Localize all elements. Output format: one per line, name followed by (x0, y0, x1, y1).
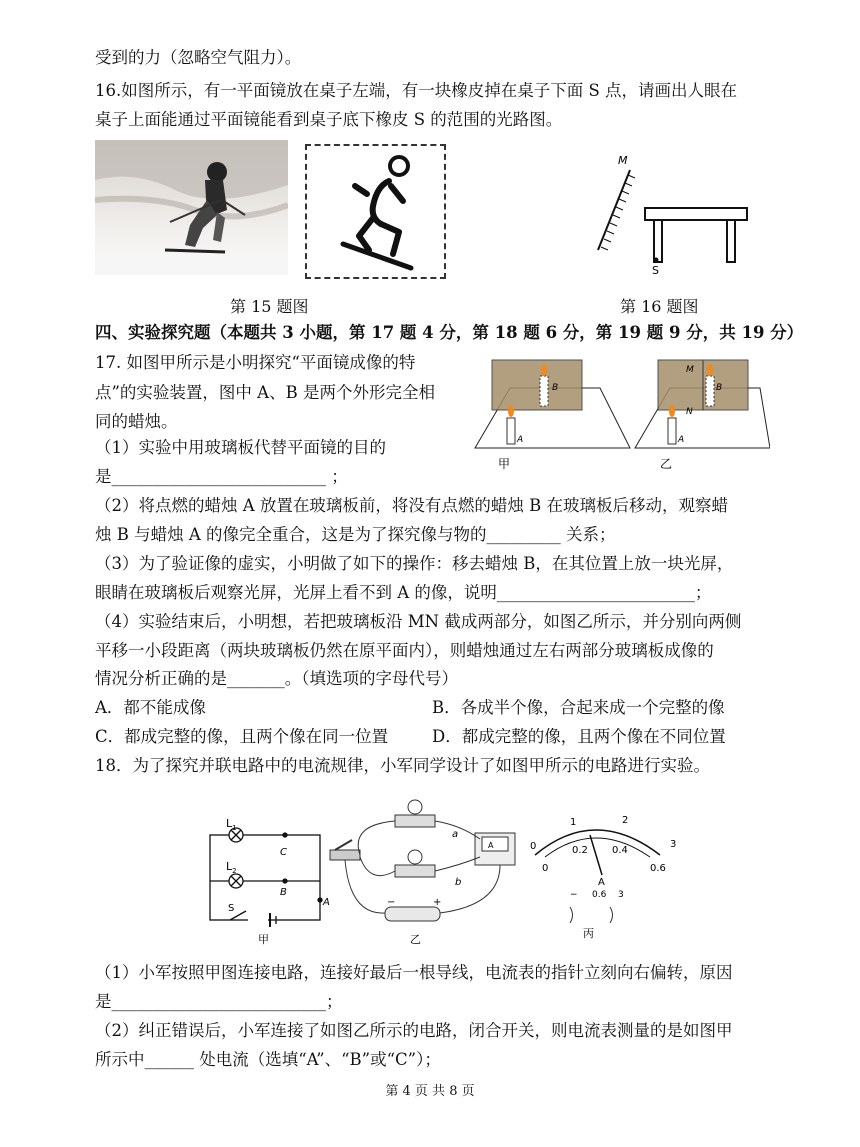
terminal-06: 0.6 (592, 890, 607, 900)
battery-minus-label: − (387, 897, 396, 908)
option-d: D．都成完整的像，且两个像在不同位置 (432, 727, 726, 746)
figure-15-caption: 第 15 题图 (230, 297, 309, 316)
question-17-part4-cont: 情况分析正确的是_______。（填选项的字母代号） (95, 669, 458, 688)
dial-tick-0b: 0 (542, 863, 549, 874)
eraser-point (654, 258, 659, 263)
candle-b-label: B (716, 383, 723, 393)
question-18-part1-blank: 是__________________________； (95, 992, 343, 1011)
figure-bing-label: 丙 (583, 927, 594, 940)
figure-16-diagram (590, 150, 760, 280)
section-heading: 四、实验探究题（本题共 3 小题，第 17 题 4 分，第 18 题 6 分，第 19 题 9 分，共 19 分） (95, 323, 804, 342)
question-16-text: 16.如图所示，有一平面镜放在桌子左端，有一块橡皮掉在桌子下面 S 点，请画出人眼在 (95, 81, 738, 100)
question-17-text: 点”的实验装置，图中 A、B 是两个外形完全相 (95, 383, 435, 402)
wire-b-label: b (455, 877, 462, 888)
lamp-l1-label: $L_1$ (226, 817, 237, 832)
point-a-label: A (323, 897, 330, 908)
question-18-text: 18．为了探究并联电路中的电流规律，小军同学设计了如图甲所示的电路进行实验。 (95, 756, 710, 775)
point-label-s: S (652, 264, 659, 277)
candle-a-label: A (678, 435, 685, 445)
mirror-label-m: M (686, 365, 694, 375)
figure-jia-label: 甲 (498, 457, 511, 471)
battery-plus-label: + (433, 897, 442, 908)
mirror-label-n: N (686, 407, 693, 417)
option-a: A．都不能成像 (95, 698, 206, 717)
question-16-text-cont: 桌子上面能通过平面镜能看到桌子底下橡皮 S 的范围的光路图。 (95, 110, 563, 129)
question-18-part1: （1）小军按照甲图连接电路，连接好最后一根导线，电流表的指针立刻向右偏转，原因 (95, 963, 733, 982)
figure-17-apparatus (470, 348, 770, 478)
question-17-part3-cont: 眼睛在玻璃板后观察光屏，光屏上看不到 A 的像，说明________________________； (95, 583, 712, 602)
dial-tick-06: 0.6 (650, 863, 666, 874)
question-17-part4-cont: 平移一小段距离（两块玻璃板仍然在原平面内），则蜡烛通过左右两部分玻璃板成像的 (95, 641, 714, 660)
dial-unit-a: A (598, 877, 605, 888)
circuit-diagram-jia (210, 828, 322, 927)
figure-16-caption: 第 16 题图 (620, 297, 699, 316)
mirror-label-m: M (618, 154, 628, 167)
figure-17-jia (475, 360, 630, 471)
dial-tick-1: 1 (570, 817, 577, 828)
option-b: B．各成半个像，合起来成一个完整的像 (432, 698, 725, 717)
page-footer: 第 4 页 共 8 页 (385, 1084, 475, 1099)
question-17-text: 同的蜡烛。 (95, 412, 178, 431)
question-17-part2: （2）将点燃的蜡烛 A 放置在玻璃板前，将没有点燃的蜡烛 B 在玻璃板后移动，观察蜡 (95, 496, 729, 515)
wire-a-label: a (452, 829, 459, 840)
question-17-part3: （3）为了验证像的虚实，小明做了如下的操作：移去蜡烛 B，在其位置上放一块光屏， (95, 554, 734, 573)
point-c-label: C (280, 847, 287, 858)
dial-tick-0: 0 (530, 841, 537, 852)
figure-yi-label: 乙 (660, 457, 673, 471)
ammeter-a-label: A (488, 841, 494, 850)
physical-circuit-yi (330, 800, 515, 921)
question-17-part2-cont: 烛 B 与蜡烛 A 的像完全重合，这是为了探究像与物的_________ 关系； (95, 525, 616, 544)
lamp-l2-label: $L_2$ (226, 860, 237, 875)
question-18-part2-cont: 所示中______ 处电流（选填“A”、“B”或“C”）； (95, 1050, 441, 1069)
skier-diagram (305, 144, 446, 279)
figure-jia-label: 甲 (258, 933, 269, 946)
question-17-part1-blank: 是__________________________ ； (95, 467, 348, 486)
figure-18-circuits (200, 795, 700, 950)
candle-b-label: B (552, 383, 559, 393)
terminal-3: 3 (618, 890, 624, 900)
dial-tick-02: 0.2 (572, 845, 588, 856)
candle-a-label: A (517, 435, 524, 445)
dial-tick-2: 2 (622, 815, 629, 826)
point-b-label: B (280, 887, 287, 898)
figure-yi-label: 乙 (410, 933, 421, 946)
text-line: 受到的力（忽略空气阻力）。 (95, 48, 302, 67)
terminal-minus: − (570, 890, 578, 900)
option-c: C．都成完整的像，且两个像在同一位置 (95, 727, 389, 746)
question-18-part2: （2）纠正错误后，小军连接了如图乙所示的电路，闭合开关，则电流表测量的是如图甲 (95, 1021, 733, 1040)
question-17-part4: （4）实验结束后，小明想，若把玻璃板沿 MN 截成两部分，如图乙所示，并分别向两侧 (95, 612, 742, 631)
dial-tick-3: 3 (670, 839, 677, 850)
skier-photo (95, 140, 288, 275)
question-17-part1: （1）实验中用玻璃板代替平面镜的目的 (95, 438, 386, 457)
question-17-text: 17. 如图甲所示是小明探究“平面镜成像的特 (95, 353, 416, 372)
dial-tick-04: 0.4 (612, 845, 628, 856)
figure-17-yi (635, 360, 770, 471)
switch-s-label: S (228, 903, 235, 914)
